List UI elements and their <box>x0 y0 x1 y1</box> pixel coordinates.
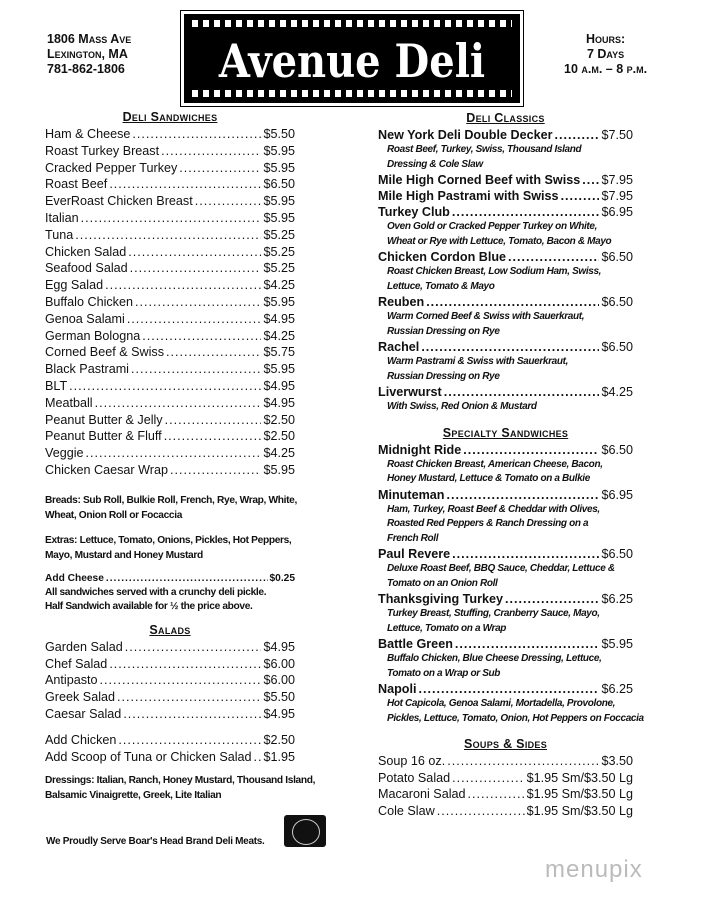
leader-dots <box>125 639 262 656</box>
left-column <box>45 109 316 803</box>
spacer <box>378 726 633 736</box>
menu-item <box>45 732 295 749</box>
spacer <box>45 563 295 572</box>
item-description: Roast Beef, Turkey, Swiss, Thousand Island <box>387 144 582 155</box>
menu-item <box>45 344 295 361</box>
leader-dots <box>132 126 261 143</box>
menu-item <box>45 210 295 227</box>
item-name: Peanut Butter & Fluff <box>45 429 162 444</box>
menu-item <box>45 656 295 673</box>
item-description: Tomato on a Wrap or Sub <box>387 667 501 679</box>
leader-dots <box>142 328 261 345</box>
leader-dots <box>100 672 262 689</box>
item-name: Genoa Salami <box>45 311 125 326</box>
item-price: $5.50 <box>263 690 295 705</box>
leader-dots <box>446 487 599 503</box>
section-title: Deli Sandwiches <box>122 110 218 124</box>
leader-dots <box>69 378 261 395</box>
menu-item <box>45 328 295 345</box>
item-description: French Roll <box>387 532 439 544</box>
sandwich-note: Half Sandwich available for ½ the price above. <box>45 600 253 612</box>
item-name: Thanksgiving Turkey <box>378 592 504 606</box>
spacer <box>45 479 295 493</box>
item-name: Roast Turkey Breast <box>45 143 160 158</box>
menu-item <box>378 636 633 652</box>
item-name: Add Scoop of Tuna or Chicken Salad <box>45 749 252 764</box>
item-description: Roasted Red Peppers & Ranch Dressing on a <box>387 518 589 529</box>
item-price: $5.50 <box>263 127 295 141</box>
item-price: $6.50 <box>601 295 633 309</box>
section-title: Specialty Sandwiches <box>442 425 569 440</box>
leader-dots <box>195 193 262 210</box>
menu-item <box>45 428 295 445</box>
item-description: Hot Capicola, Genoa Salami, Mortadella, Provolone, <box>387 698 616 709</box>
menu-item <box>45 227 295 244</box>
spacer <box>45 723 295 732</box>
hours-block <box>564 32 647 77</box>
leader-dots <box>127 311 262 328</box>
item-price: $3.50 <box>601 754 633 768</box>
leader-dots <box>444 384 600 400</box>
item-name: Chicken Salad <box>45 244 127 259</box>
item-description: Turkey Breast, Stuffing, Cranberry Sauce, Mayo, <box>387 608 600 619</box>
leader-dots <box>109 176 261 193</box>
item-name: Antipasto <box>45 673 98 688</box>
item-description: Roast Chicken Breast, Low Sodium Ham, Swiss, <box>387 266 602 277</box>
spacer <box>45 614 295 622</box>
item-name: Egg Salad <box>45 278 104 293</box>
menu-item <box>378 591 633 607</box>
leader-dots <box>165 412 262 429</box>
leader-dots <box>109 656 261 673</box>
leader-dots <box>130 260 262 277</box>
leader-dots <box>505 591 599 607</box>
item-name: Meatball <box>45 395 93 410</box>
item-price: $5.95 <box>263 160 295 175</box>
item-name: Greek Salad <box>45 690 116 705</box>
leader-dots <box>123 706 261 723</box>
item-price: $2.50 <box>263 429 295 444</box>
item-name: Caesar Salad <box>45 706 122 721</box>
item-name: Mile High Pastrami with Swiss <box>378 189 559 203</box>
item-price: $6.00 <box>263 656 295 671</box>
item-price: $4.25 <box>263 446 295 461</box>
logo-banner <box>184 14 520 103</box>
item-price: $5.95 <box>263 294 295 309</box>
item-price: $4.95 <box>263 395 295 410</box>
item-description: Russian Dressing on Rye <box>387 370 500 382</box>
leader-dots <box>452 204 600 220</box>
item-price: $6.50 <box>263 177 295 192</box>
menu-item <box>378 803 633 820</box>
item-price: $1.95 <box>263 749 295 764</box>
menu-item <box>378 172 633 188</box>
item-price: $5.95 <box>601 637 633 651</box>
spacer <box>45 765 295 773</box>
item-name: EverRoast Chicken Breast <box>45 194 193 209</box>
menu-item <box>378 487 633 503</box>
item-price: $7.95 <box>601 189 633 203</box>
menu-item <box>378 681 633 697</box>
item-price: $7.95 <box>601 173 633 187</box>
menu-item <box>45 160 295 177</box>
item-price: $6.50 <box>601 547 633 561</box>
item-description: Ham, Turkey, Roast Beef & Cheddar with Olives, <box>387 503 600 515</box>
item-name: Add Chicken <box>45 732 117 747</box>
item-price: $1.95 Sm/$3.50 Lg <box>526 787 633 802</box>
item-name: New York Deli Double Decker <box>378 128 553 142</box>
item-price: $5.25 <box>263 244 295 259</box>
hours-time: 10 a.m. – 8 p.m. <box>564 62 648 76</box>
leader-dots <box>95 395 262 412</box>
leader-dots <box>447 753 599 769</box>
item-price: $5.95 <box>263 210 295 225</box>
item-name: Battle Green <box>378 637 453 651</box>
item-name: Ham & Cheese <box>45 127 131 141</box>
menu-item <box>45 639 295 656</box>
item-name: Peanut Butter & Jelly <box>45 412 163 427</box>
menu-item <box>45 311 295 328</box>
menu-item <box>45 244 295 261</box>
item-description: Buffalo Chicken, Blue Cheese Dressing, Lettuce, <box>387 653 602 664</box>
leader-dots <box>118 732 261 749</box>
item-name: Soup 16 oz. <box>378 754 446 768</box>
menu-item <box>378 249 633 265</box>
item-price: $6.50 <box>601 442 633 457</box>
item-name: Roast Beef <box>45 177 108 192</box>
city: Lexington, MA <box>47 47 128 61</box>
item-name: Midnight Ride <box>378 442 462 457</box>
menu-item <box>45 395 295 412</box>
menu-item <box>45 361 295 378</box>
item-name: Reuben <box>378 295 425 309</box>
leader-dots <box>418 681 599 697</box>
leader-dots <box>131 361 262 378</box>
menu-item <box>45 378 295 395</box>
item-price: $6.95 <box>601 205 633 219</box>
menu-item <box>378 753 633 770</box>
item-name: Potato Salad <box>378 770 451 785</box>
right-column <box>378 110 644 820</box>
item-price: $4.95 <box>263 706 295 721</box>
extras-note: Extras: Lettuce, Tomato, Onions, Pickles, Hot Peppers, <box>45 534 292 546</box>
dressings-note: Balsamic Vinaigrette, Greek, Lite Italian <box>45 790 222 802</box>
menu-item <box>45 176 295 193</box>
item-name: Chicken Cordon Blue <box>378 250 507 264</box>
item-name: Italian <box>45 210 79 225</box>
leader-dots <box>81 210 262 227</box>
spacer <box>378 415 633 425</box>
item-price: $5.95 <box>263 143 295 158</box>
boars-head-note: We Proudly Serve Boar's Head Brand Deli Meats. <box>46 836 265 847</box>
leader-dots <box>452 546 599 562</box>
item-price: $4.95 <box>263 311 295 326</box>
item-description: Tomato on an Onion Roll <box>387 577 498 589</box>
menu-item <box>378 188 633 204</box>
item-price: $5.25 <box>263 261 295 276</box>
menu-item <box>45 260 295 277</box>
item-name: Napoli <box>378 682 417 696</box>
item-name: Paul Revere <box>378 547 451 561</box>
section-title: Salads <box>149 622 191 637</box>
item-name: Garden Salad <box>45 639 123 654</box>
item-price: $5.75 <box>263 345 295 360</box>
sandwich-note: All sandwiches served with a crunchy deli pickle. <box>45 586 267 598</box>
address-block <box>47 32 131 77</box>
item-name: Seafood Salad <box>45 261 128 276</box>
item-price: $2.50 <box>263 732 295 747</box>
extras-note: Mayo, Mustard and Honey Mustard <box>45 549 203 561</box>
dressings-note: Dressings: Italian, Ranch, Honey Mustard, Thousand Island, <box>45 775 316 787</box>
menu-item <box>378 770 633 787</box>
item-price: $4.95 <box>263 378 295 393</box>
item-price: $5.95 <box>263 194 295 209</box>
menu-item <box>45 193 295 210</box>
item-name: BLT <box>45 378 68 393</box>
item-name: Corned Beef & Swiss <box>45 345 164 360</box>
menu-item <box>45 572 295 586</box>
item-price: $4.25 <box>263 278 295 293</box>
item-price: $6.00 <box>263 673 295 688</box>
leader-dots <box>179 160 261 177</box>
leader-dots <box>468 786 525 802</box>
menu-item <box>378 384 633 400</box>
item-price: $4.95 <box>263 639 295 654</box>
menu-item <box>45 412 295 429</box>
menu-item <box>45 706 295 723</box>
leader-dots <box>582 172 599 188</box>
item-price: $1.95 Sm/$3.50 Lg <box>526 804 633 819</box>
menu-item <box>378 442 633 458</box>
leader-dots <box>455 636 600 652</box>
leader-dots <box>508 249 599 265</box>
menu-item <box>45 143 295 160</box>
item-name: Buffalo Chicken <box>45 294 133 309</box>
item-name: Chef Salad <box>45 656 108 671</box>
item-price: $6.25 <box>601 592 633 606</box>
leader-dots <box>117 689 261 706</box>
leader-dots <box>463 442 599 458</box>
item-price: $5.25 <box>263 227 295 242</box>
menu-item <box>45 672 295 689</box>
menu-item <box>378 127 633 143</box>
item-name: Veggie <box>45 446 84 461</box>
leader-dots <box>421 339 599 355</box>
phone: 781-862-1806 <box>47 62 125 76</box>
breads-note: Wheat, Onion Roll or Focaccia <box>45 509 183 521</box>
item-price: $5.95 <box>263 462 295 477</box>
item-name: Mile High Corned Beef with Swiss <box>378 173 581 187</box>
item-description: Deluxe Roast Beef, BBQ Sauce, Cheddar, Lettuce & <box>387 563 615 574</box>
item-description: With Swiss, Red Onion & Mustard <box>387 401 537 412</box>
item-description: Lettuce, Tomato & Mayo <box>387 280 495 292</box>
leader-dots <box>561 188 600 204</box>
item-description: Russian Dressing on Rye <box>387 325 500 337</box>
leader-dots <box>555 127 600 143</box>
leader-dots <box>254 749 262 766</box>
item-name: Cracked Pepper Turkey <box>45 160 178 175</box>
menu-item <box>45 749 295 766</box>
item-price: $6.25 <box>601 682 633 696</box>
leader-dots <box>437 803 525 819</box>
breads-note: Breads: Sub Roll, Bulkie Roll, French, Rye, Wrap, White, <box>45 494 297 506</box>
menu-item <box>45 445 295 462</box>
item-price: $4.25 <box>263 328 295 343</box>
logo <box>180 10 524 107</box>
item-name: Rachel <box>378 340 420 354</box>
item-description: Warm Corned Beef & Swiss with Sauerkraut, <box>387 311 585 322</box>
item-name: Black Pastrami <box>45 362 129 377</box>
hours-days: 7 Days <box>586 47 625 61</box>
leader-dots <box>452 770 524 786</box>
item-price: $6.50 <box>601 340 633 354</box>
item-price: $4.25 <box>601 385 633 399</box>
section-title: Soups & Sides <box>463 737 548 751</box>
logo-text: Avenue Deli <box>218 34 486 89</box>
street: 1806 Mass Ave <box>47 32 132 46</box>
leader-dots <box>86 445 262 462</box>
spacer <box>45 523 295 533</box>
leader-dots <box>135 294 262 311</box>
item-price: $2.50 <box>263 412 295 427</box>
leader-dots <box>105 277 261 294</box>
item-name: Add Cheese <box>45 572 104 584</box>
item-price: $7.50 <box>601 128 633 142</box>
item-description: Roast Chicken Breast, American Cheese, Bacon, <box>387 458 603 470</box>
boars-head-logo <box>284 815 326 847</box>
menu-item <box>45 462 295 479</box>
item-name: Turkey Club <box>378 205 450 219</box>
item-price: $6.50 <box>601 250 633 264</box>
item-name: Macaroni Salad <box>378 787 466 802</box>
item-description: Oven Gold or Cracked Pepper Turkey on White, <box>387 221 598 232</box>
menu-item <box>45 294 295 311</box>
item-name: Tuna <box>45 227 74 242</box>
item-price: $5.95 <box>263 362 295 377</box>
leader-dots <box>164 428 262 445</box>
leader-dots <box>170 462 262 479</box>
item-description: Warm Pastrami & Swiss with Sauerkraut, <box>387 356 569 367</box>
item-name: Minuteman <box>378 487 445 502</box>
leader-dots <box>161 143 261 160</box>
menu-item <box>45 689 295 706</box>
leader-dots <box>128 244 261 261</box>
menu-item <box>45 126 295 143</box>
item-price: $1.95 Sm/$3.50 Lg <box>526 770 633 785</box>
leader-dots <box>106 572 268 586</box>
item-price: $6.95 <box>601 487 633 502</box>
menu-item <box>378 204 633 220</box>
menu-item <box>378 294 633 310</box>
item-description: Honey Mustard, Lettuce & Tomato on a Bulkie <box>387 473 590 484</box>
hours-label: Hours: <box>585 32 626 46</box>
menu-item <box>378 786 633 803</box>
item-description: Pickles, Lettuce, Tomato, Onion, Hot Peppers on Foccacia <box>387 712 644 724</box>
item-name: Cole Slaw <box>378 804 435 819</box>
item-price: $0.25 <box>269 572 295 584</box>
menu-item <box>378 339 633 355</box>
menu-item <box>378 546 633 562</box>
item-name: Chicken Caesar Wrap <box>45 462 168 477</box>
leader-dots <box>166 344 261 361</box>
item-name: German Bologna <box>45 328 141 343</box>
soups-sides-section <box>378 736 633 820</box>
menu-item <box>45 277 295 294</box>
leader-dots <box>75 227 261 244</box>
item-name: Liverwurst <box>378 385 442 399</box>
section-title: Deli Classics <box>466 111 545 125</box>
watermark: menupix <box>545 856 643 883</box>
item-description: Dressing & Cole Slaw <box>387 158 483 170</box>
item-description: Lettuce, Tomato on a Wrap <box>387 622 507 634</box>
leader-dots <box>426 294 599 310</box>
item-description: Wheat or Rye with Lettuce, Tomato, Bacon & Mayo <box>387 235 612 247</box>
